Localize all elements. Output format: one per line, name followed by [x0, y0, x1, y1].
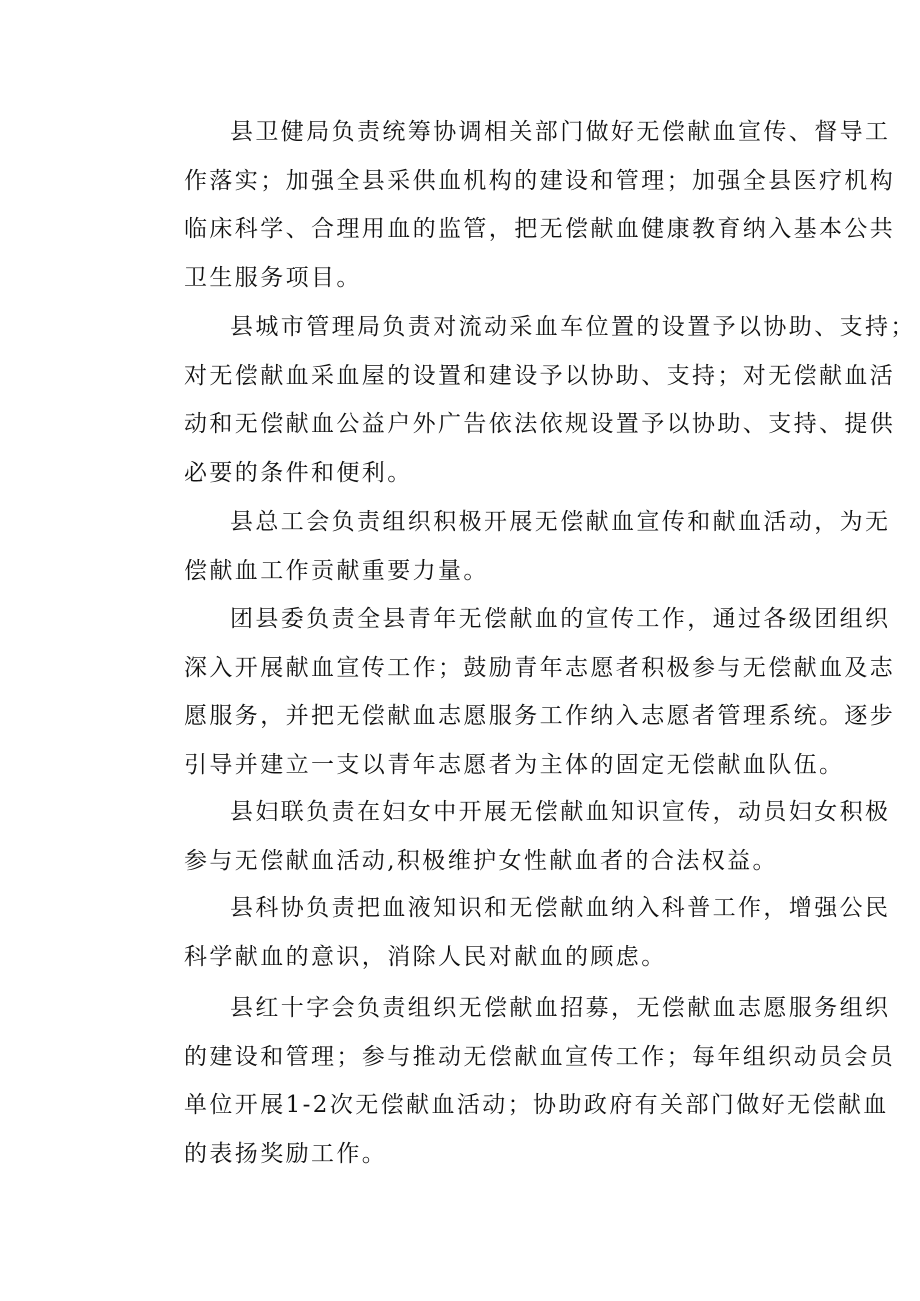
text-line: 偿献血工作贡献重要力量。: [184, 557, 489, 584]
text-line: 参与无偿献血活动,积极维护女性献血者的合法权益。: [184, 847, 778, 874]
paragraph-youth-league: [138, 595, 896, 789]
text-line: 深入开展献血宣传工作；鼓励青年志愿者积极参与无偿献血及志: [184, 654, 896, 681]
text-line: 对无偿献血采血屋的设置和建设予以协助、支持；对无偿献血活: [184, 362, 896, 389]
paragraph-red-cross: [138, 984, 896, 1178]
paragraph-science-association: [138, 884, 891, 981]
text-line: 引导并建立一支以青年志愿者为主体的固定无偿献血队伍。: [184, 751, 845, 778]
text-line: 的表扬奖励工作。: [184, 1140, 388, 1167]
text-line: 县城市管理局负责对流动采血车位置的设置予以协助、支持；: [230, 314, 916, 340]
paragraph-health-bureau: [138, 108, 896, 302]
text-line: 临床科学、合理用血的监管，把无偿献血健康教育纳入基本公共: [184, 216, 896, 243]
text-line: 的建设和管理；参与推动无偿献血宣传工作；每年组织动员会员: [184, 1043, 896, 1070]
text-line: 卫生服务项目。: [184, 264, 362, 291]
text-line: 县总工会负责组织积极开展无偿献血宣传和献血活动，为无: [230, 509, 891, 535]
paragraph-urban-management: [138, 303, 916, 497]
text-line: 团县委负责全县青年无偿献血的宣传工作，通过各级团组织: [230, 606, 891, 632]
text-line: 县红十字会负责组织无偿献血招募，无偿献血志愿服务组织: [230, 995, 891, 1021]
text-line: 科学献血的意识，消除人民对献血的顾虑。: [184, 943, 667, 970]
text-line: 作落实；加强全县采供血机构的建设和管理；加强全县医疗机构: [184, 167, 896, 194]
text-line: 动和无偿献血公益户外广告依法依规设置予以协助、支持、提供: [184, 411, 896, 438]
text-line: 县妇联负责在妇女中开展无偿献血知识宣传，动员妇女积极: [230, 799, 891, 825]
text-line: 县卫健局负责统筹协调相关部门做好无偿献血宣传、督导工: [230, 119, 891, 145]
paragraph-trade-union: [138, 498, 891, 595]
text-line: 单位开展1-2次无偿献血活动；协助政府有关部门做好无偿献血: [184, 1092, 889, 1119]
paragraph-womens-federation: [138, 788, 891, 885]
text-line: 愿服务，并把无偿献血志愿服务工作纳入志愿者管理系统。逐步: [184, 703, 896, 730]
text-line: 县科协负责把血液知识和无偿献血纳入科普工作，增强公民: [230, 895, 891, 921]
text-line: 必要的条件和便利。: [184, 459, 413, 486]
